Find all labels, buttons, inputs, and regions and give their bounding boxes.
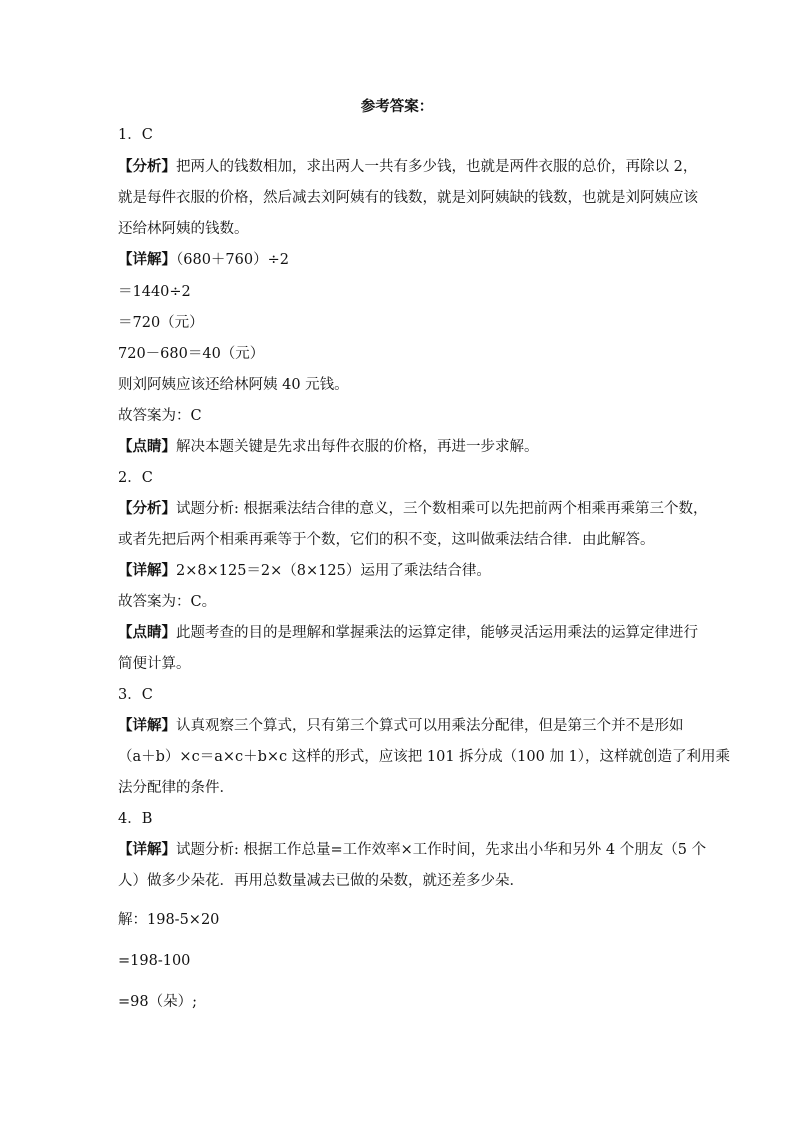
comment-tag: 【点睛】: [118, 624, 176, 641]
q2-detail-text-1: 2×8×125＝2×（8×125）运用了乘法结合律。: [176, 563, 491, 579]
q1-analysis-line-3: 还给林阿姨的钱数。: [118, 221, 249, 237]
q1-analysis-line-2: 就是每件衣服的价格，然后减去刘阿姨有的钱数，就是刘阿姨缺的钱数，也就是刘阿姨应该: [118, 190, 698, 206]
q4-detail-text-1: 试题分析: 根据工作总量=工作效率×工作时间，先求出小华和另外 4 个朋友（5 个: [176, 842, 707, 858]
q1-comment: [118, 437, 539, 457]
q1-conclusion: 则刘阿姨应该还给林阿姨 40 元钱。: [118, 377, 349, 393]
comment-tag: 【点睛】: [118, 438, 176, 455]
detail-tag: 【详解】: [118, 562, 176, 579]
q1-step-2: ＝720（元）: [118, 315, 204, 331]
q2-number: 2．C: [118, 470, 153, 486]
q3-detail-line-2: （a＋b）×c＝a×c＋b×c 这样的形式，应该把 101 拆分成（100 加 1），这样就创造了利用乘: [118, 749, 731, 765]
q2-comment-line-2: 简便计算。: [118, 656, 191, 672]
detail-tag: 【详解】: [118, 841, 176, 858]
q2-analysis-line-2: 或者先把后两个相乘再乘等于个数，它们的积不变，这叫做乘法结合律．由此解答。: [118, 532, 655, 548]
q4-solution-1: 解：198-5×20: [118, 912, 220, 928]
q1-analysis-line-1: [118, 157, 697, 177]
page-title: 参考答案：: [360, 98, 434, 115]
q1-step-1: ＝1440÷2: [118, 284, 191, 300]
q4-detail-line-2: 人）做多少朵花．再用总数量减去已做的朵数，就还差多少朵．: [118, 873, 524, 889]
q3-detail-line-1: [118, 716, 684, 736]
q2-comment-line-1: [118, 623, 698, 643]
q1-answer: 故答案为：C: [118, 408, 202, 424]
q2-answer: 故答案为：C。: [118, 594, 217, 610]
q4-solution-2: =198-100: [118, 953, 191, 969]
q4-number: 4．B: [118, 811, 153, 827]
q2-analysis-line-1: [118, 499, 708, 519]
q1-step-3: 720－680＝40（元）: [118, 346, 265, 362]
q3-number: 3．C: [118, 687, 153, 703]
q4-detail-line-1: [118, 840, 706, 860]
q2-analysis-text-1: 试题分析: 根据乘法结合律的意义，三个数相乘可以先把前两个相乘再乘第三个数，: [176, 501, 708, 517]
q4-solution-3: =98（朵）;: [118, 994, 197, 1010]
analysis-tag: 【分析】: [118, 500, 176, 517]
q2-comment-text-1: 此题考查的目的是理解和掌握乘法的运算定律，能够灵活运用乘法的运算定律进行: [176, 625, 698, 641]
q3-detail-text-1: 认真观察三个算式，只有第三个算式可以用乘法分配律，但是第三个并不是形如: [176, 718, 684, 734]
q1-detail-text-1: （680＋760）÷2: [176, 252, 289, 268]
q3-detail-line-3: 法分配律的条件．: [118, 780, 234, 796]
q1-detail-line-1: [118, 250, 289, 270]
detail-tag: 【详解】: [118, 717, 176, 734]
q1-comment-text: 解决本题关键是先求出每件衣服的价格，再进一步求解。: [176, 439, 539, 455]
q1-number: 1．C: [118, 127, 153, 143]
detail-tag: 【详解】: [118, 251, 176, 268]
analysis-tag: 【分析】: [118, 158, 176, 175]
q1-analysis-text-1: 把两人的钱数相加，求出两人一共有多少钱，也就是两件衣服的总价，再除以 2，: [176, 159, 698, 175]
q2-detail-line-1: [118, 561, 491, 581]
